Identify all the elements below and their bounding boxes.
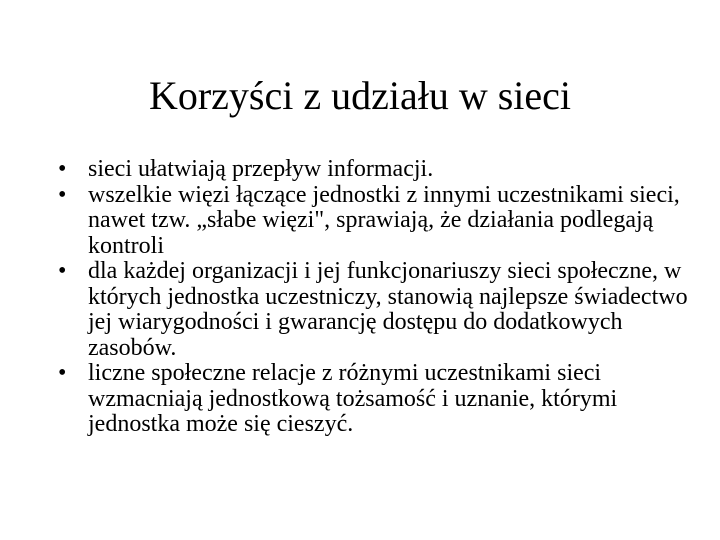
bullet-text: sieci ułatwiają przepływ informacji. bbox=[88, 156, 434, 182]
bullet-text: liczne społeczne relacje z różnymi uczestnikami sieci wzmacniają jednostkową tożsamość i uznanie, którymi jednostka może się cieszyć. bbox=[88, 360, 618, 437]
slide-title: Korzyści z udziału w sieci bbox=[148, 73, 572, 118]
bullet-text: dla każdej organizacji i jej funkcjonariuszy sieci społeczne, w których jednostka uczestniczy, stanowią najlepsze świadectwo jej wiarygodności i gwarancję dostępu do dodatkowych zasobów. bbox=[88, 258, 688, 361]
bullet-list bbox=[58, 157, 698, 438]
bullet-icon: • bbox=[58, 181, 67, 208]
bullet-icon: • bbox=[58, 156, 67, 182]
bullet-item bbox=[58, 183, 698, 260]
bullet-text: wszelkie więzi łączące jednostki z innymi uczestnikami sieci, nawet tzw. „słabe więzi", sprawiają, że działania podlegają kontroli bbox=[88, 181, 680, 259]
bullet-icon: • bbox=[58, 360, 67, 386]
bullet-item bbox=[58, 361, 698, 438]
bullet-item bbox=[58, 259, 698, 361]
bullet-item bbox=[58, 157, 698, 183]
bullet-icon: • bbox=[58, 258, 67, 284]
